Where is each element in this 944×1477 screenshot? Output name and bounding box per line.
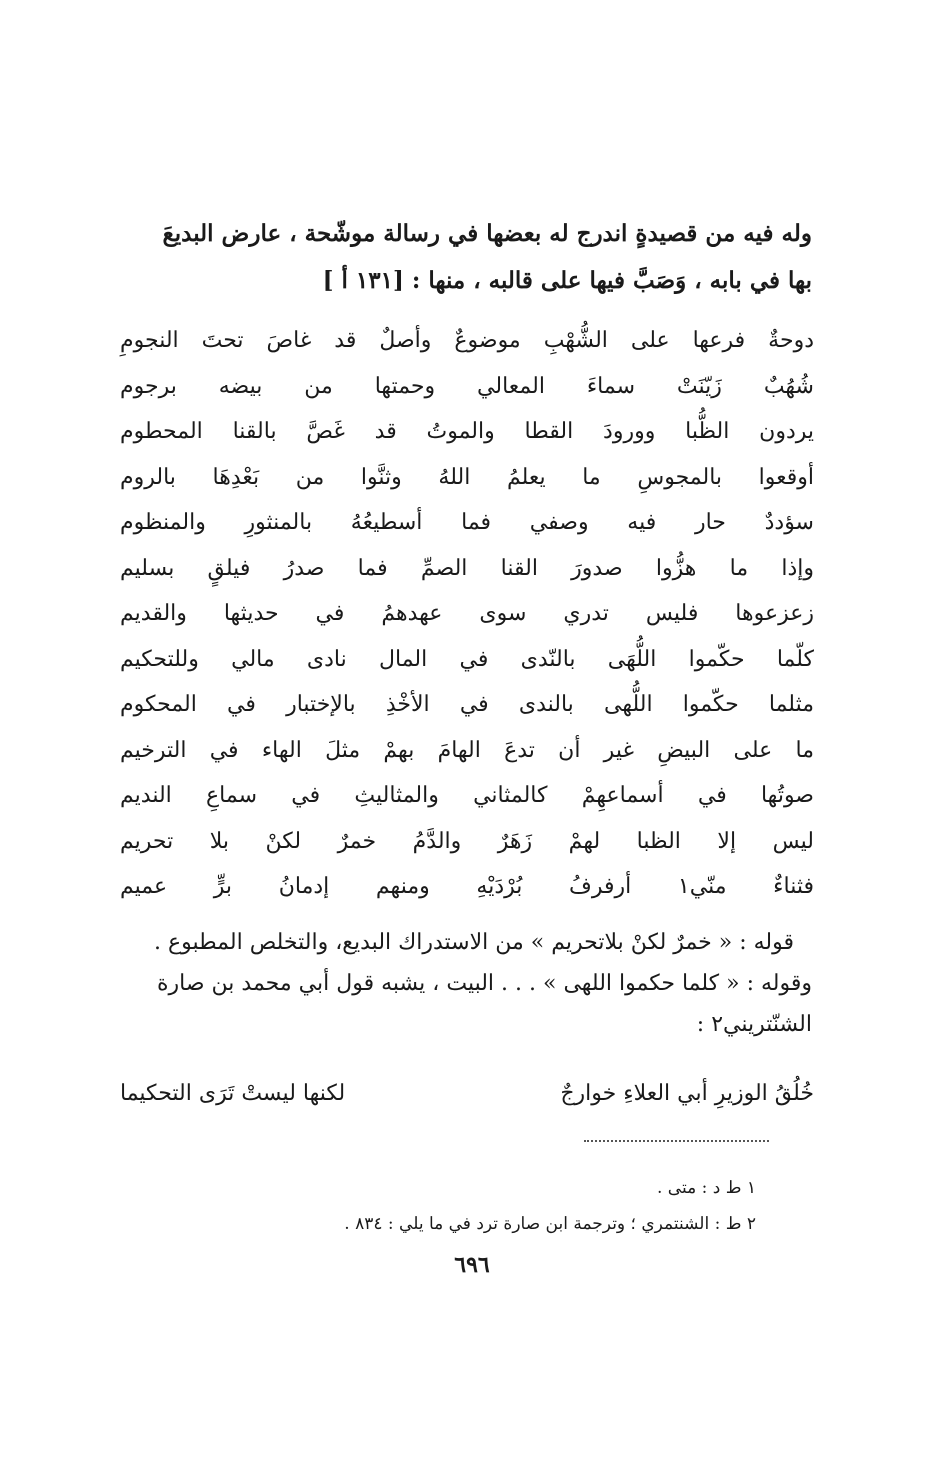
page-number: ٦٩٦	[454, 1252, 490, 1278]
poem	[120, 318, 814, 910]
poem-verse: وإذا ما هزُّوا صدورَ القنا الصمِّ فما صدرُ فيلقٍ بسليم	[120, 555, 814, 581]
poem-verse: زعزعوها فليس تدري سوى عهدهمُ في حديثها والقديم	[120, 601, 814, 626]
poem-verse: ليس إلا الظبا لهمْ زَهَرٌ والدَّمُ خمرٌ لكنْ بلا تحريم	[120, 828, 814, 854]
poem-verse: فثناءٌ منّي١ أرفرفُ بُرْدَيْهِ ومنهم إدمانُ برٍّ عميم	[120, 874, 814, 899]
quoted-verse-second-hemistich: لكنها ليستْ تَرَى التحكيما	[120, 1081, 346, 1106]
footnotes	[300, 1170, 756, 1242]
commentary-line: الشنّتريني٢ :	[696, 1012, 812, 1037]
intro-line: بها في بابه ، وَصَبَّ فيها على قالبه ، منها : [١٣١ أ ]	[322, 267, 812, 294]
commentary-line: قوله : « خمرٌ لكنْ بلاتحريم » من الاستدراك البديع، والتخلص المطبوع .	[154, 930, 794, 955]
poem-verse: دوحةٌ فرعها على الشُّهْبِ موضوعٌ وأصلٌ قد غاصَ تحتَ النجومِ	[120, 328, 814, 353]
quoted-verse	[120, 1072, 814, 1116]
commentary-line: وقوله : « كلما حكموا اللهى » . . . البيت ، يشبه قول أبي محمد بن صارة	[157, 971, 812, 996]
poem-verse: كلّما حكّموا اللُّهَى بالنّدى في المال نادى مالي وللتحكيم	[120, 646, 814, 672]
poem-verse: يردون الظُّبا وورودَ القطا والموتُ قد غَصَّ بالقنا المحطوم	[120, 419, 814, 444]
poem-verse: أوقعوا بالمجوسِ ما يعلمُ اللهُ وثنَّوا من بَعْدِهَا بالروم	[120, 464, 814, 490]
poem-verse: مثلما حكّموا اللُّهى بالندى في الأخْذِ بالإختبار في المحكوم	[120, 692, 814, 717]
footnote: ١ ط د : متى .	[657, 1178, 756, 1198]
poem-verse: صوتُها في أسماعهِمْ كالمثاني والمثاليثِ في سماعِ النديم	[120, 783, 814, 808]
commentary-paragraph	[100, 922, 812, 1045]
intro-paragraph	[100, 210, 812, 304]
poem-verse: ما على البيضِ غير أن تدعَ الهامَ بهمْ مثلَ الهاء في الترخيم	[120, 737, 814, 763]
poem-verse: شُهُبٌ زَيّنَتْ سماءَ المعالي وحمتها من بيضه برجوم	[120, 373, 814, 399]
intro-line: وله فيه من قصيدةٍ اندرج له بعضها في رسالة موشّحة ، عارض البديعَ	[162, 220, 812, 247]
quoted-verse-first-hemistich: خُلُقُ الوزيرِ أبي العلاءِ خوارجٌ	[560, 1081, 814, 1106]
footnote: ٢ ط : الشنتمري ؛ وترجمة ابن صارة ترد في ما يلي : ٨٣٤ .	[344, 1214, 756, 1234]
poem-verse: سؤددٌ حار فيه وصفي فما أسطيعُهُ بالمنثورِ والمنظوم	[120, 510, 814, 535]
footnote-separator	[584, 1140, 769, 1142]
